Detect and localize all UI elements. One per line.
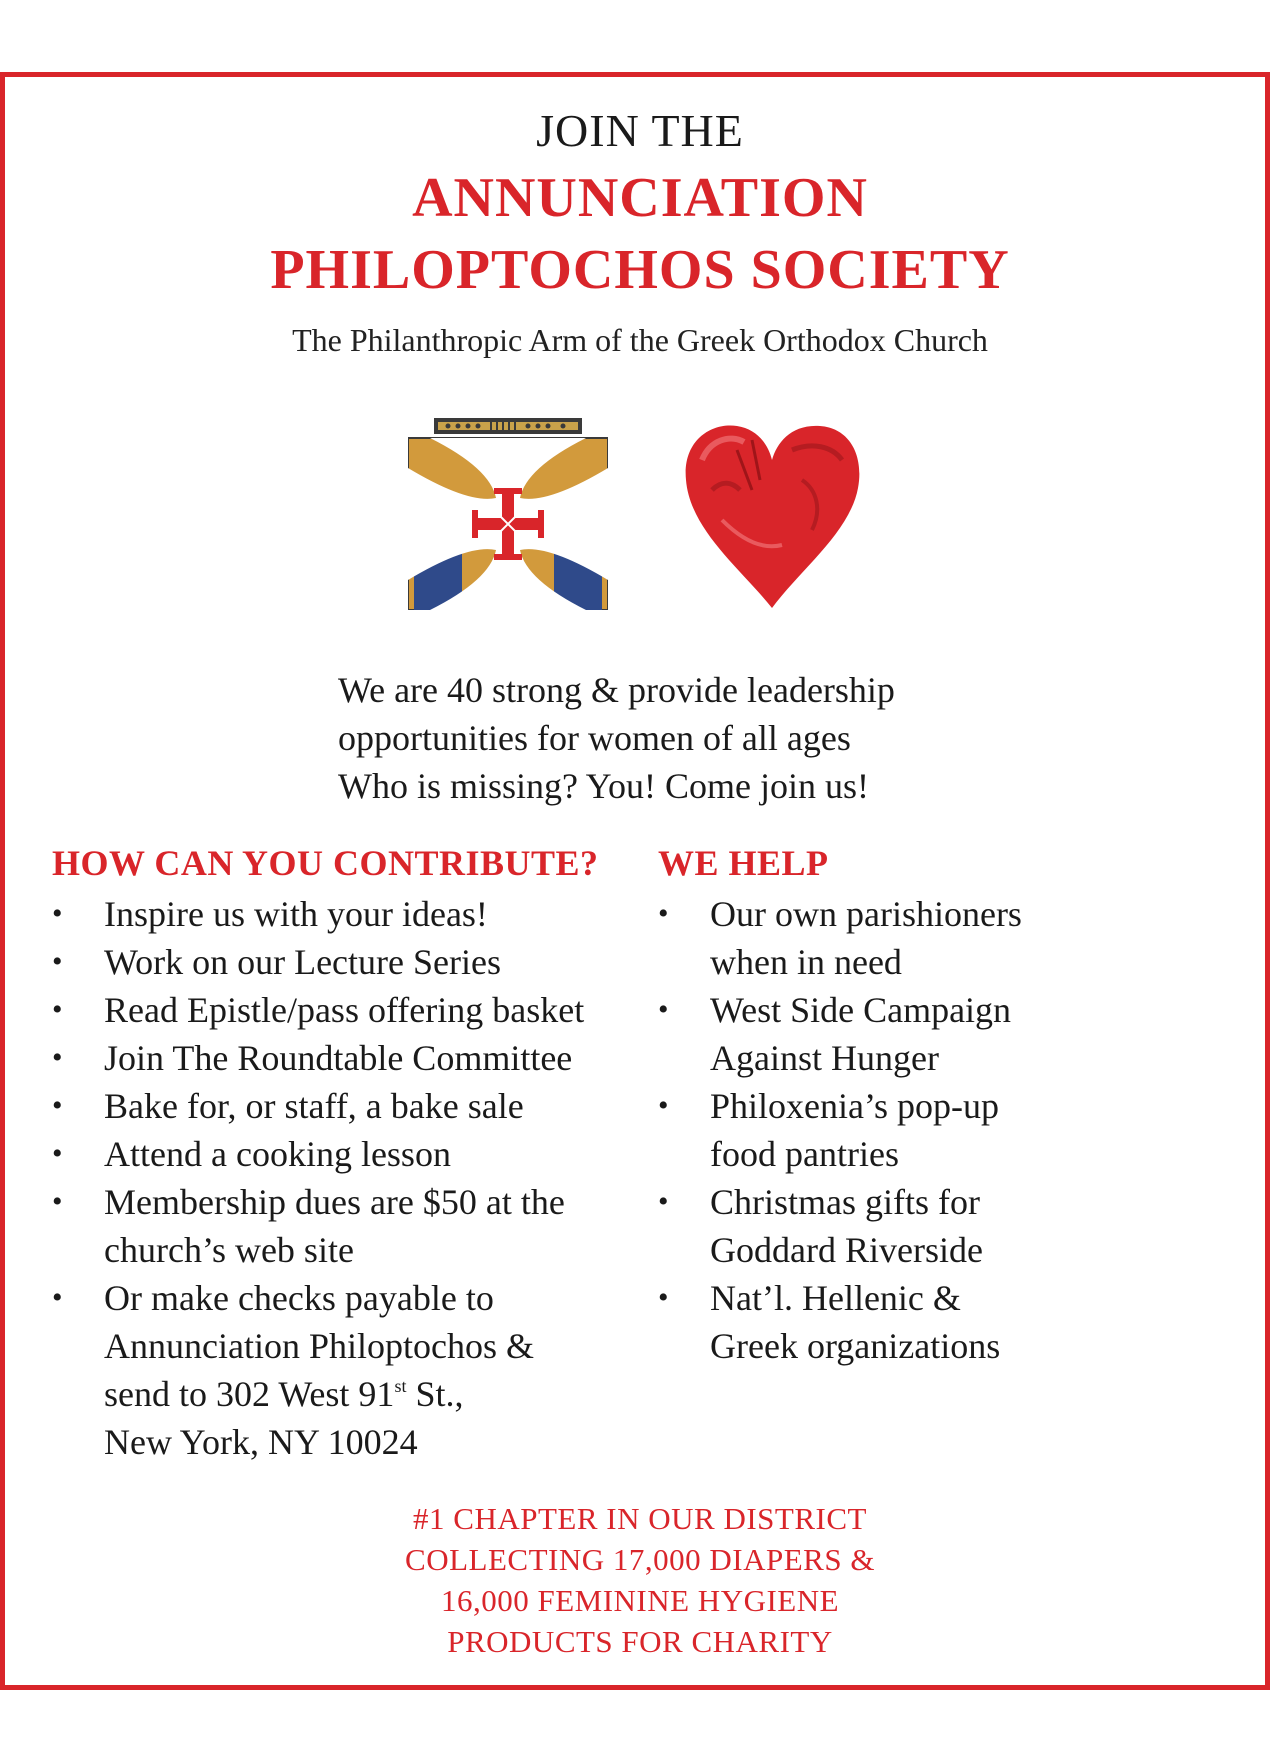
bullet-icon: • — [658, 1089, 669, 1122]
list-item: • Work on our Lecture Series — [52, 938, 652, 986]
title-line-2: PHILOPTOCHOS SOCIETY — [270, 239, 1010, 301]
subtitle: The Philanthropic Arm of the Greek Orthodox Church — [292, 322, 988, 358]
footer-line: 16,000 FEMININE HYGIENE — [440, 1583, 840, 1618]
contribute-heading: HOW CAN YOU CONTRIBUTE? — [52, 843, 599, 883]
bullet-icon: • — [52, 1185, 63, 1218]
bullet-icon: • — [52, 1089, 63, 1122]
list-item: • Attend a cooking lesson — [52, 1130, 652, 1178]
bullet-icon: • — [52, 1137, 63, 1170]
footer-line: #1 CHAPTER IN OUR DISTRICT — [413, 1501, 867, 1536]
intro-line: Who is missing? You! Come join us! — [338, 766, 870, 806]
red-heart-icon — [682, 420, 862, 610]
bullet-icon: • — [52, 897, 63, 930]
bullet-icon: • — [52, 945, 63, 978]
bullet-icon: • — [658, 1185, 669, 1218]
bullet-icon: • — [52, 993, 63, 1026]
intro-line: We are 40 strong & provide leadership — [338, 670, 895, 710]
contribute-list — [52, 890, 652, 1466]
list-item: • Inspire us with your ideas! — [52, 890, 652, 938]
list-item: • Read Epistle/pass offering basket — [52, 986, 652, 1034]
footer-statement — [0, 1498, 1280, 1662]
list-item: • Philoxenia’s pop-up food pantries — [658, 1082, 1258, 1178]
byzantine-cross-icon — [408, 418, 608, 610]
title-line-1: ANNUNCIATION — [412, 167, 868, 229]
bullet-icon: • — [52, 1041, 63, 1074]
join-the-label: JOIN THE — [536, 105, 744, 156]
footer-line: PRODUCTS FOR CHARITY — [447, 1624, 833, 1659]
intro-line: opportunities for women of all ages — [338, 718, 851, 758]
list-item: • Bake for, or staff, a bake sale — [52, 1082, 652, 1130]
list-item: • Join The Roundtable Committee — [52, 1034, 652, 1082]
bullet-icon: • — [658, 1281, 669, 1314]
list-item: • Christmas gifts for Goddard Riverside — [658, 1178, 1258, 1274]
list-item: • West Side Campaign Against Hunger — [658, 986, 1258, 1082]
we-help-heading: WE HELP — [658, 843, 829, 883]
list-item: • Nat’l. Hellenic & Greek organizations — [658, 1274, 1258, 1370]
address-street-line: send to 302 West 91st St., — [104, 1374, 464, 1414]
footer-line: COLLECTING 17,000 DIAPERS & — [405, 1542, 875, 1577]
bullet-icon: • — [658, 993, 669, 1026]
list-item: • Membership dues are $50 at the church’s web site — [52, 1178, 652, 1274]
list-item: • Or make checks payable to Annunciation Philoptochos & send to 302 West 91st St., New York, NY 10024 — [52, 1274, 652, 1466]
bullet-icon: • — [658, 897, 669, 930]
list-item: • Our own parishioners when in need — [658, 890, 1258, 986]
intro-paragraph — [338, 666, 895, 810]
we-help-list — [658, 890, 1258, 1370]
bullet-icon: • — [52, 1281, 63, 1314]
